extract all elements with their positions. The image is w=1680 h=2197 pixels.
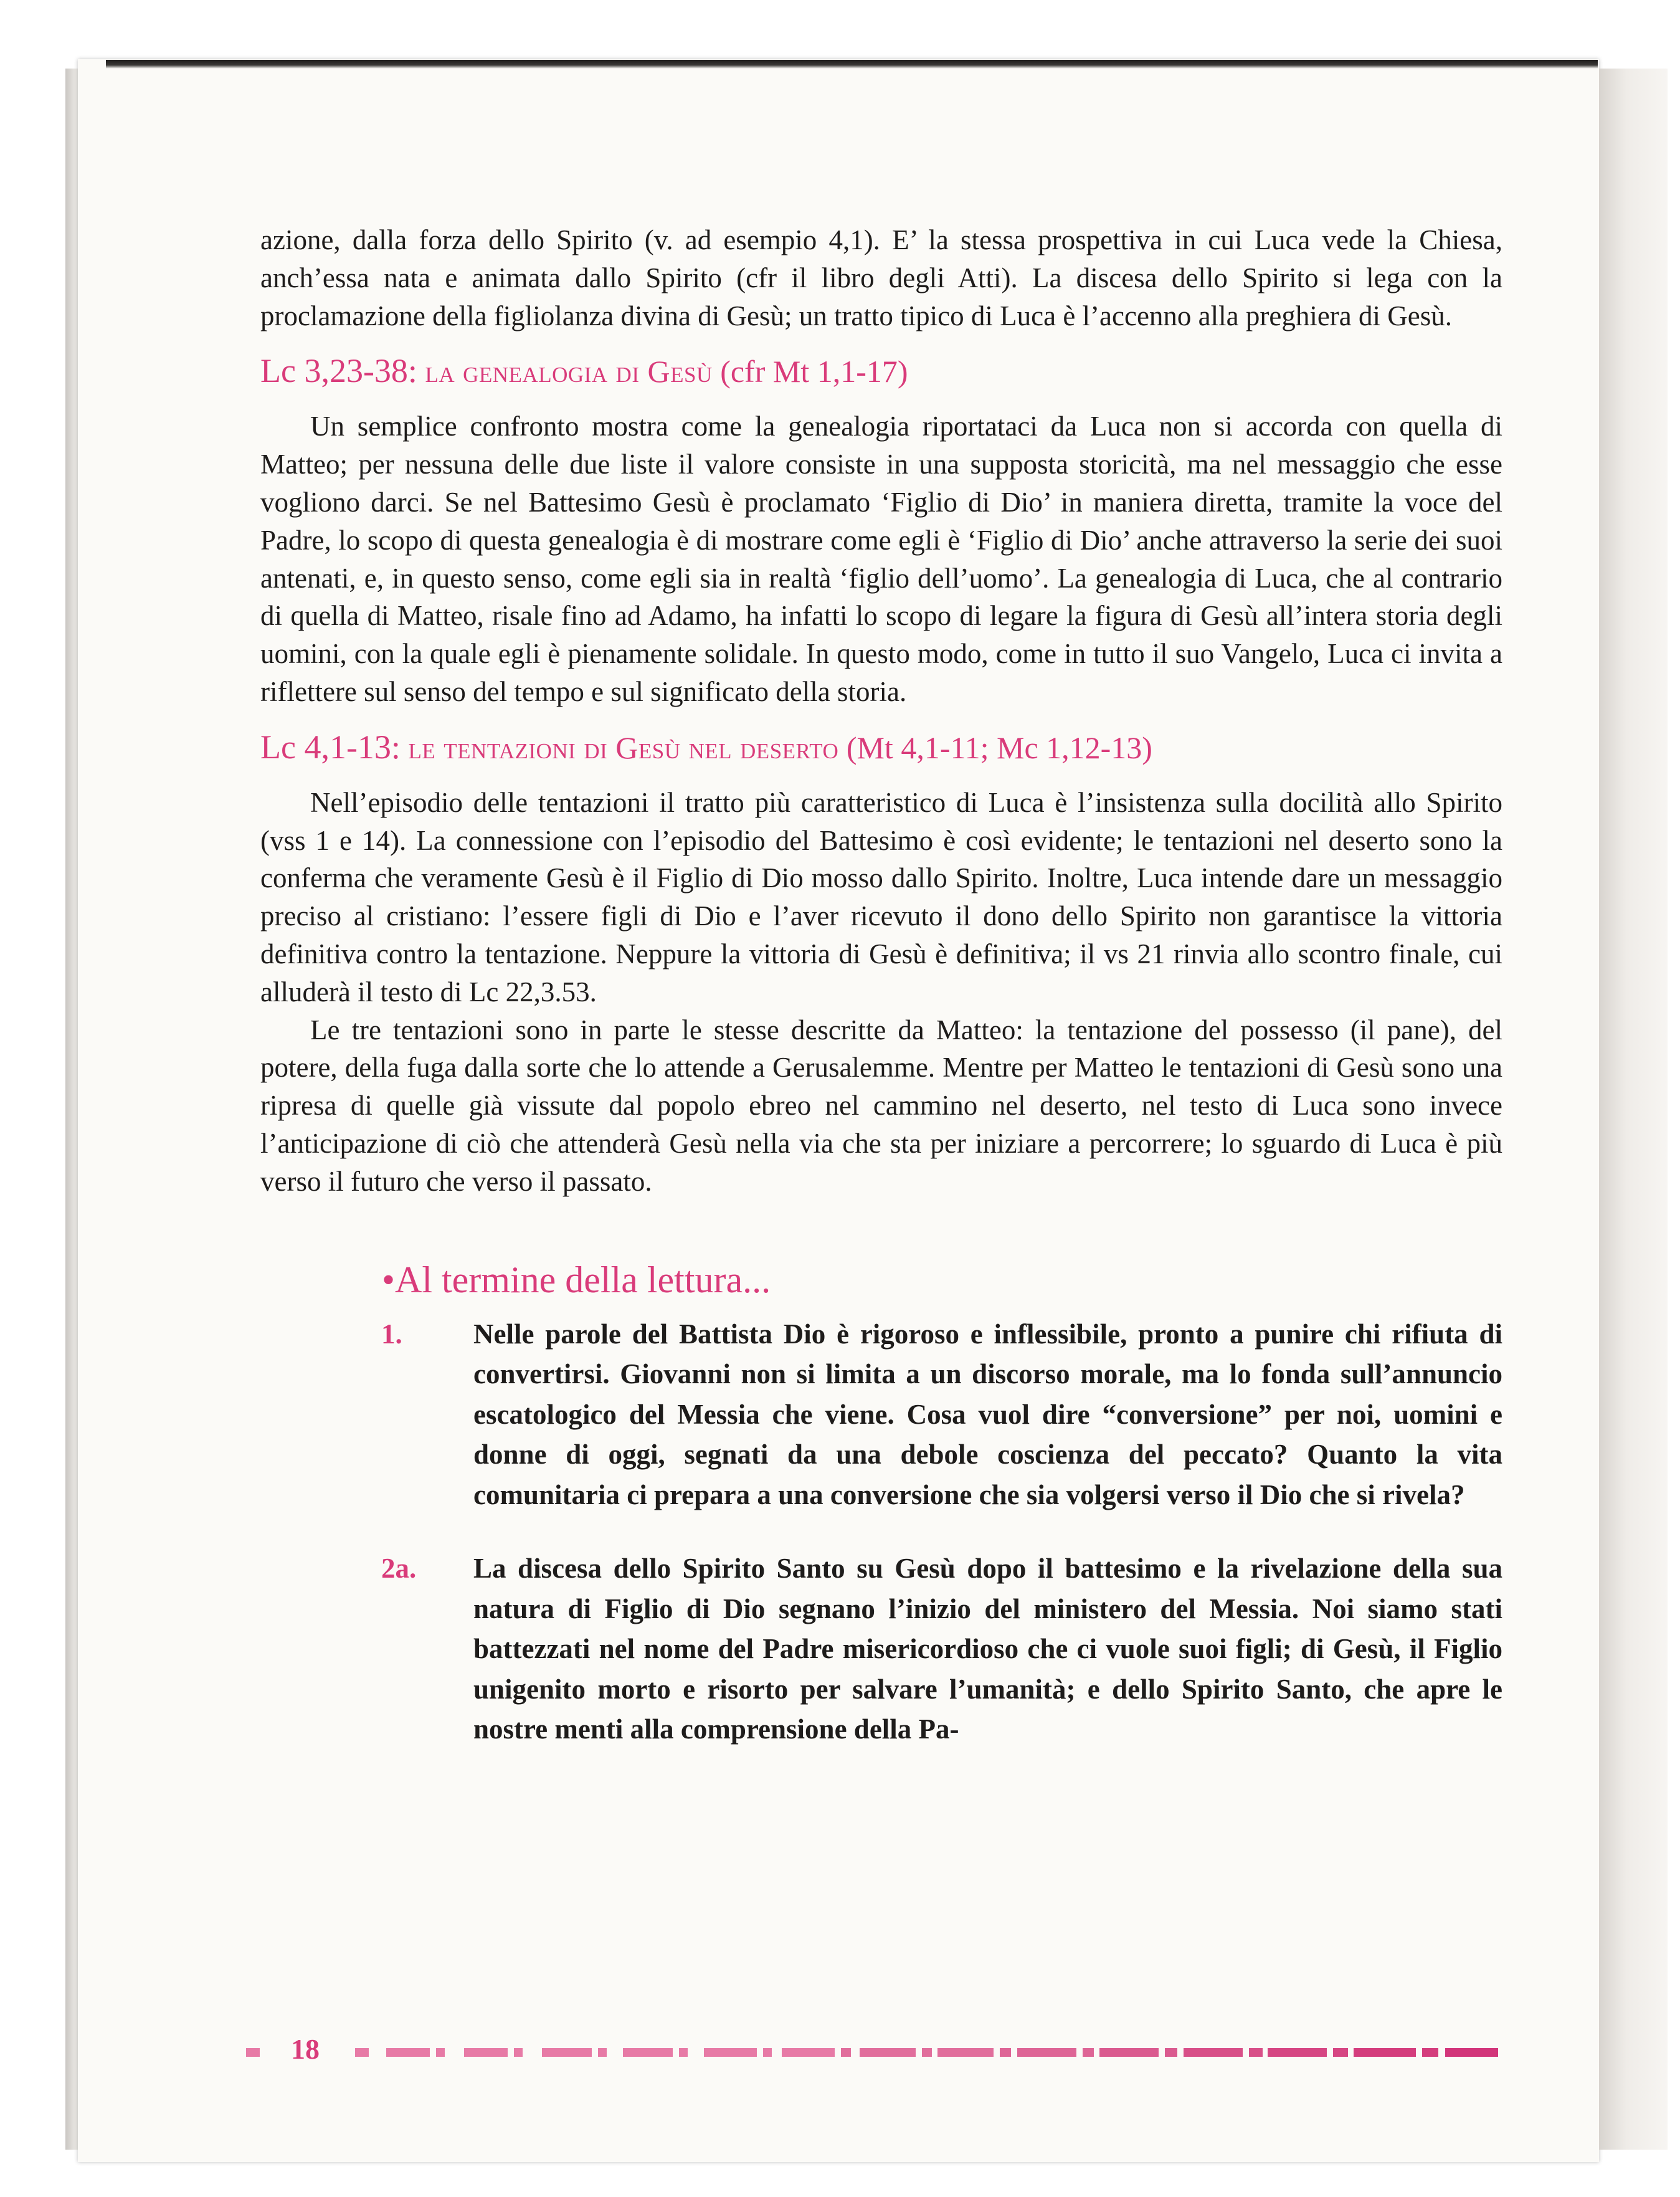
page-content xyxy=(260,221,1502,1783)
section-heading-genealogia xyxy=(260,350,1502,393)
genealogia-paragraph: Un semplice confronto mostra come la genealogia riportataci da Luca non si accorda con quella di Matteo; per nessuna delle due liste il valore consiste in una supposta storicità, ma nel messaggio che esse vogliono darci. Se nel Battesimo Gesù è proclamato ‘Figlio di Dio’ in maniera diretta, tramite la voce del Padre, lo scopo di questa genealogia è di mostrare come egli è ‘Figlio di Dio’ anche attraverso la serie dei suoi antenati, e, in questo senso, come egli sia in realtà ‘figlio dell’uomo’. La genealogia di Luca, che al contrario di quella di Matteo, risale fino ad Adamo, ha infatti lo scopo di legare la figura di Gesù all’intera storia degli uomini, con la quale egli è pienamente solidale. In questo modo, come in tutto il suo Vangelo, Luca ci invita a riflettere sul senso del tempo e sul significato della storia. xyxy=(260,411,1502,707)
section-title: le tentazioni di Gesù nel deserto xyxy=(408,730,839,765)
section-title: la genealogia di Gesù xyxy=(425,354,713,389)
question-text: Nelle parole del Battista Dio è rigoroso e inflessibile, pronto a punire chi rifiuta di convertirsi. Giovanni non si limita a un discorso morale, ma lo fonda sull’annuncio escatologico del Messia che viene. Cosa vuol dire “conversione” per noi, uomini e donne di oggi, segnati da una debole coscienza del peccato? Quanto la vita comunitaria ci prepara a una conversione che sia volgersi verso il Dio che si rivela? xyxy=(473,1318,1502,1510)
intro-paragraph: azione, dalla forza dello Spirito (v. ad esempio 4,1). E’ la stessa prospettiva in cui Luca vede la Chiesa, anch’essa nata e animata dallo Spirito (cfr il libro degli Atti). La discesa dello Spirito si lega con la proclamazione della figliolanza divina di Gesù; un tratto tipico di Luca è l’accenno alla preghiera di Gesù. xyxy=(260,224,1502,331)
reading-section-title: •Al termine della lettura... xyxy=(382,1259,771,1300)
tentazioni-paragraph-2: Le tre tentazioni sono in parte le stesse descritte da Matteo: la tentazione del possesso (il pane), del potere, della fuga dalla sorte che lo attende a Gerusalemme. Mentre per Matteo le tentazioni di Gesù sono una ripresa di quelle già vissute dal popolo ebreo nel cammino nel deserto, nel testo di Luca sono invece l’anticipazione di ciò che attenderà Gesù nella via che sta per iniziare a percorrere; lo sguardo di Luca è più verso il futuro che verso il passato. xyxy=(260,1014,1502,1197)
page-footer xyxy=(246,2033,1498,2070)
question-item xyxy=(260,1314,1502,1515)
question-list xyxy=(260,1314,1502,1750)
decorative-dash-bar xyxy=(246,2045,1498,2060)
question-item xyxy=(260,1548,1502,1750)
top-shadow xyxy=(106,60,1598,69)
section-code: Lc 3,23-38: xyxy=(260,352,417,390)
section-reference: (Mt 4,1-11; Mc 1,12-13) xyxy=(846,730,1152,765)
page-left-edge xyxy=(65,69,79,2150)
page-number: 18 xyxy=(291,2033,320,2065)
section-code: Lc 4,1-13: xyxy=(260,728,401,766)
question-number: 2a. xyxy=(381,1553,417,1585)
tentazioni-paragraph-1: Nell’episodio delle tentazioni il tratto più caratteristico di Luca è l’insistenza sulla docilità allo Spirito (vss 1 e 14). La connessione con l’episodio del Battesimo è così evidente; le tentazioni nel deserto sono la conferma che veramente Gesù è il Figlio di Dio mosso dallo Spirito. Inoltre, Luca intende dare un messaggio preciso al cristiano: l’essere figli di Dio e l’aver ricevuto il dono dello Spirito non garantisce la vittoria definitiva contro la tentazione. Neppure la vittoria di Gesù è definitiva; il vs 21 rinvia allo scontro finale, cui alluderà il testo di Lc 22,3.53. xyxy=(260,786,1502,1008)
question-number: 1. xyxy=(381,1318,402,1350)
question-text: La discesa dello Spirito Santo su Gesù dopo il battesimo e la rivelazione della sua natura di Figlio di Dio segnano l’inizio del ministero del Messia. Noi siamo stati battezzati nel nome del Padre misericordioso che ci vuole suoi figli; di Gesù, il Figlio unigenito morto e risorto per salvare l’umanità; e dello Spirito Santo, che apre le nostre menti alla comprensione della Pa- xyxy=(473,1553,1502,1745)
section-reference: (cfr Mt 1,1-17) xyxy=(720,354,908,389)
page-right-edge xyxy=(1599,69,1668,2150)
section-heading-tentazioni xyxy=(260,726,1502,769)
